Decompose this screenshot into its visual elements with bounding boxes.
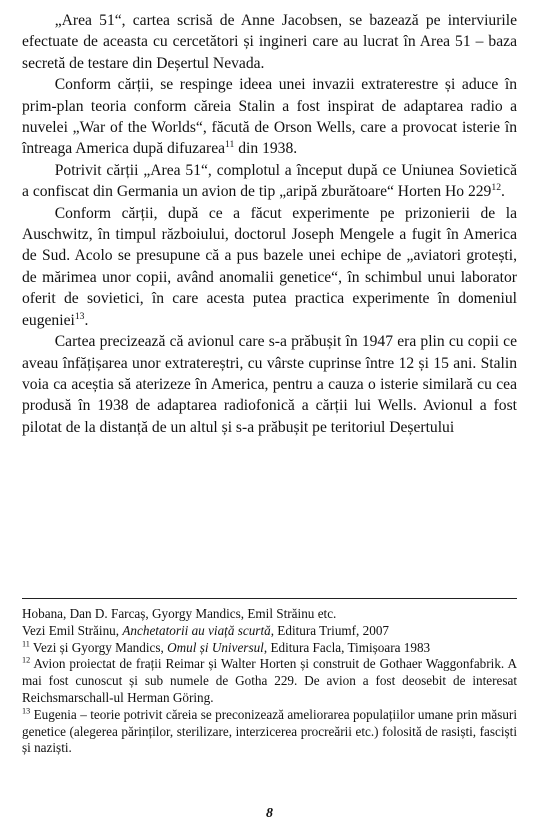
page-body <box>22 10 517 438</box>
footnote <box>22 623 517 640</box>
paragraph <box>22 203 517 331</box>
text-run: , Editura Facla, Timișoara 1983 <box>263 639 431 655</box>
text-run: Avion proiectat de frații Reimar și Walter Horten și construit de Gothaer Waggonfabrik. A mai fost cunoscut și sub numele de Gotha 229. De avion a fost deosebit de interesat Reichsmarschall-ul Herman Göring. <box>22 656 517 705</box>
footnote-ref: 12 <box>22 656 31 665</box>
footnote <box>22 606 517 623</box>
text-run: Vezi Emil Străinu, <box>22 622 123 638</box>
footnote-ref: 13 <box>74 310 85 322</box>
footnotes <box>22 606 517 757</box>
footnote-ref: 13 <box>22 706 31 716</box>
text-run: , Editura Triumf, 2007 <box>270 622 390 638</box>
text-run: „Area 51“, cartea scrisă de Anne Jacobsen, se bazează pe interviurile efectuate de aceasta cu cercetători și ingineri care au lucrat în Area 51 – baza secretă de testare din Deșertul Nevada. <box>22 12 517 72</box>
footnote <box>22 640 517 657</box>
book-title: Omul și Universul <box>167 639 264 655</box>
footnote-ref: 11 <box>225 139 235 151</box>
text-run: . <box>501 183 505 201</box>
paragraph <box>22 10 517 74</box>
text-run: Cartea precizează că avionul care s-a prăbușit în 1947 era plin cu copii ce aveau înfățișarea unor extratereștri, cu vârste cuprinse între 12 și 15 ani. Stalin voia ca aceștia să aterizeze în America, pentru a cauza o isterie similară cu cea produsă în 1938 de adaptarea radiofonică a cărții lui Wells. Avionul a fost pilotat de la distanță de un altul și s-a prăbușit pe teritoriul Deșertului <box>22 333 517 436</box>
book-title: Anchetatorii au viață scurtă <box>122 622 271 638</box>
main-text <box>22 10 517 438</box>
footnote-ref: 12 <box>491 182 502 194</box>
footnote-ref: 11 <box>22 639 30 649</box>
paragraph <box>22 74 517 160</box>
text-run: din 1938. <box>234 140 298 158</box>
text-run: Vezi și Gyorgy Mandics, <box>29 639 168 655</box>
footnote <box>22 656 517 706</box>
text-run: Conform cărții, după ce a făcut experimente pe prizonierii de la Auschwitz, în timpul războiului, doctorul Joseph Mengele a fugit în America de Sud. Acolo se presupune că a pus bazele unei echipe de „aviatori grotești, de mărimea unor copii, având anomalii genetice“, în schimbul unui laborator oferit de sovietici, în care acesta putea practica experimente în domeniul eugeniei <box>22 204 517 329</box>
page-number: 8 <box>266 806 273 821</box>
footnote <box>22 707 517 757</box>
text-run: Hobana, Dan D. Farcaș, Gyorgy Mandics, Emil Străinu etc. <box>22 606 337 621</box>
footnote-divider <box>22 598 517 599</box>
text-run: Conform cărții, se respinge ideea unei invazii extraterestre și aduce în prim-plan teoria conform căreia Stalin a fost inspirat de adaptarea radio a nuvelei „War of the Worlds“, făcută de Orson Wells, care a provocat isterie în întreaga America după difuzarea <box>22 76 517 158</box>
text-run: Potrivit cărții „Area 51“, complotul a început după ce Uniunea Sovietică a confiscat din Germania un avion de tip „aripă zburătoare“ Horten Ho 229 <box>22 161 517 201</box>
text-run: . <box>84 311 89 329</box>
text-run: Eugenia – teorie potrivit căreia se preconizează ameliorarea populațiilor umane prin măsuri genetice (alegerea părinților, sterilizare, interzicerea procreării etc.) folosită de rasiști, fasciști și naziști. <box>22 706 517 756</box>
paragraph <box>22 331 517 438</box>
paragraph <box>22 160 517 203</box>
